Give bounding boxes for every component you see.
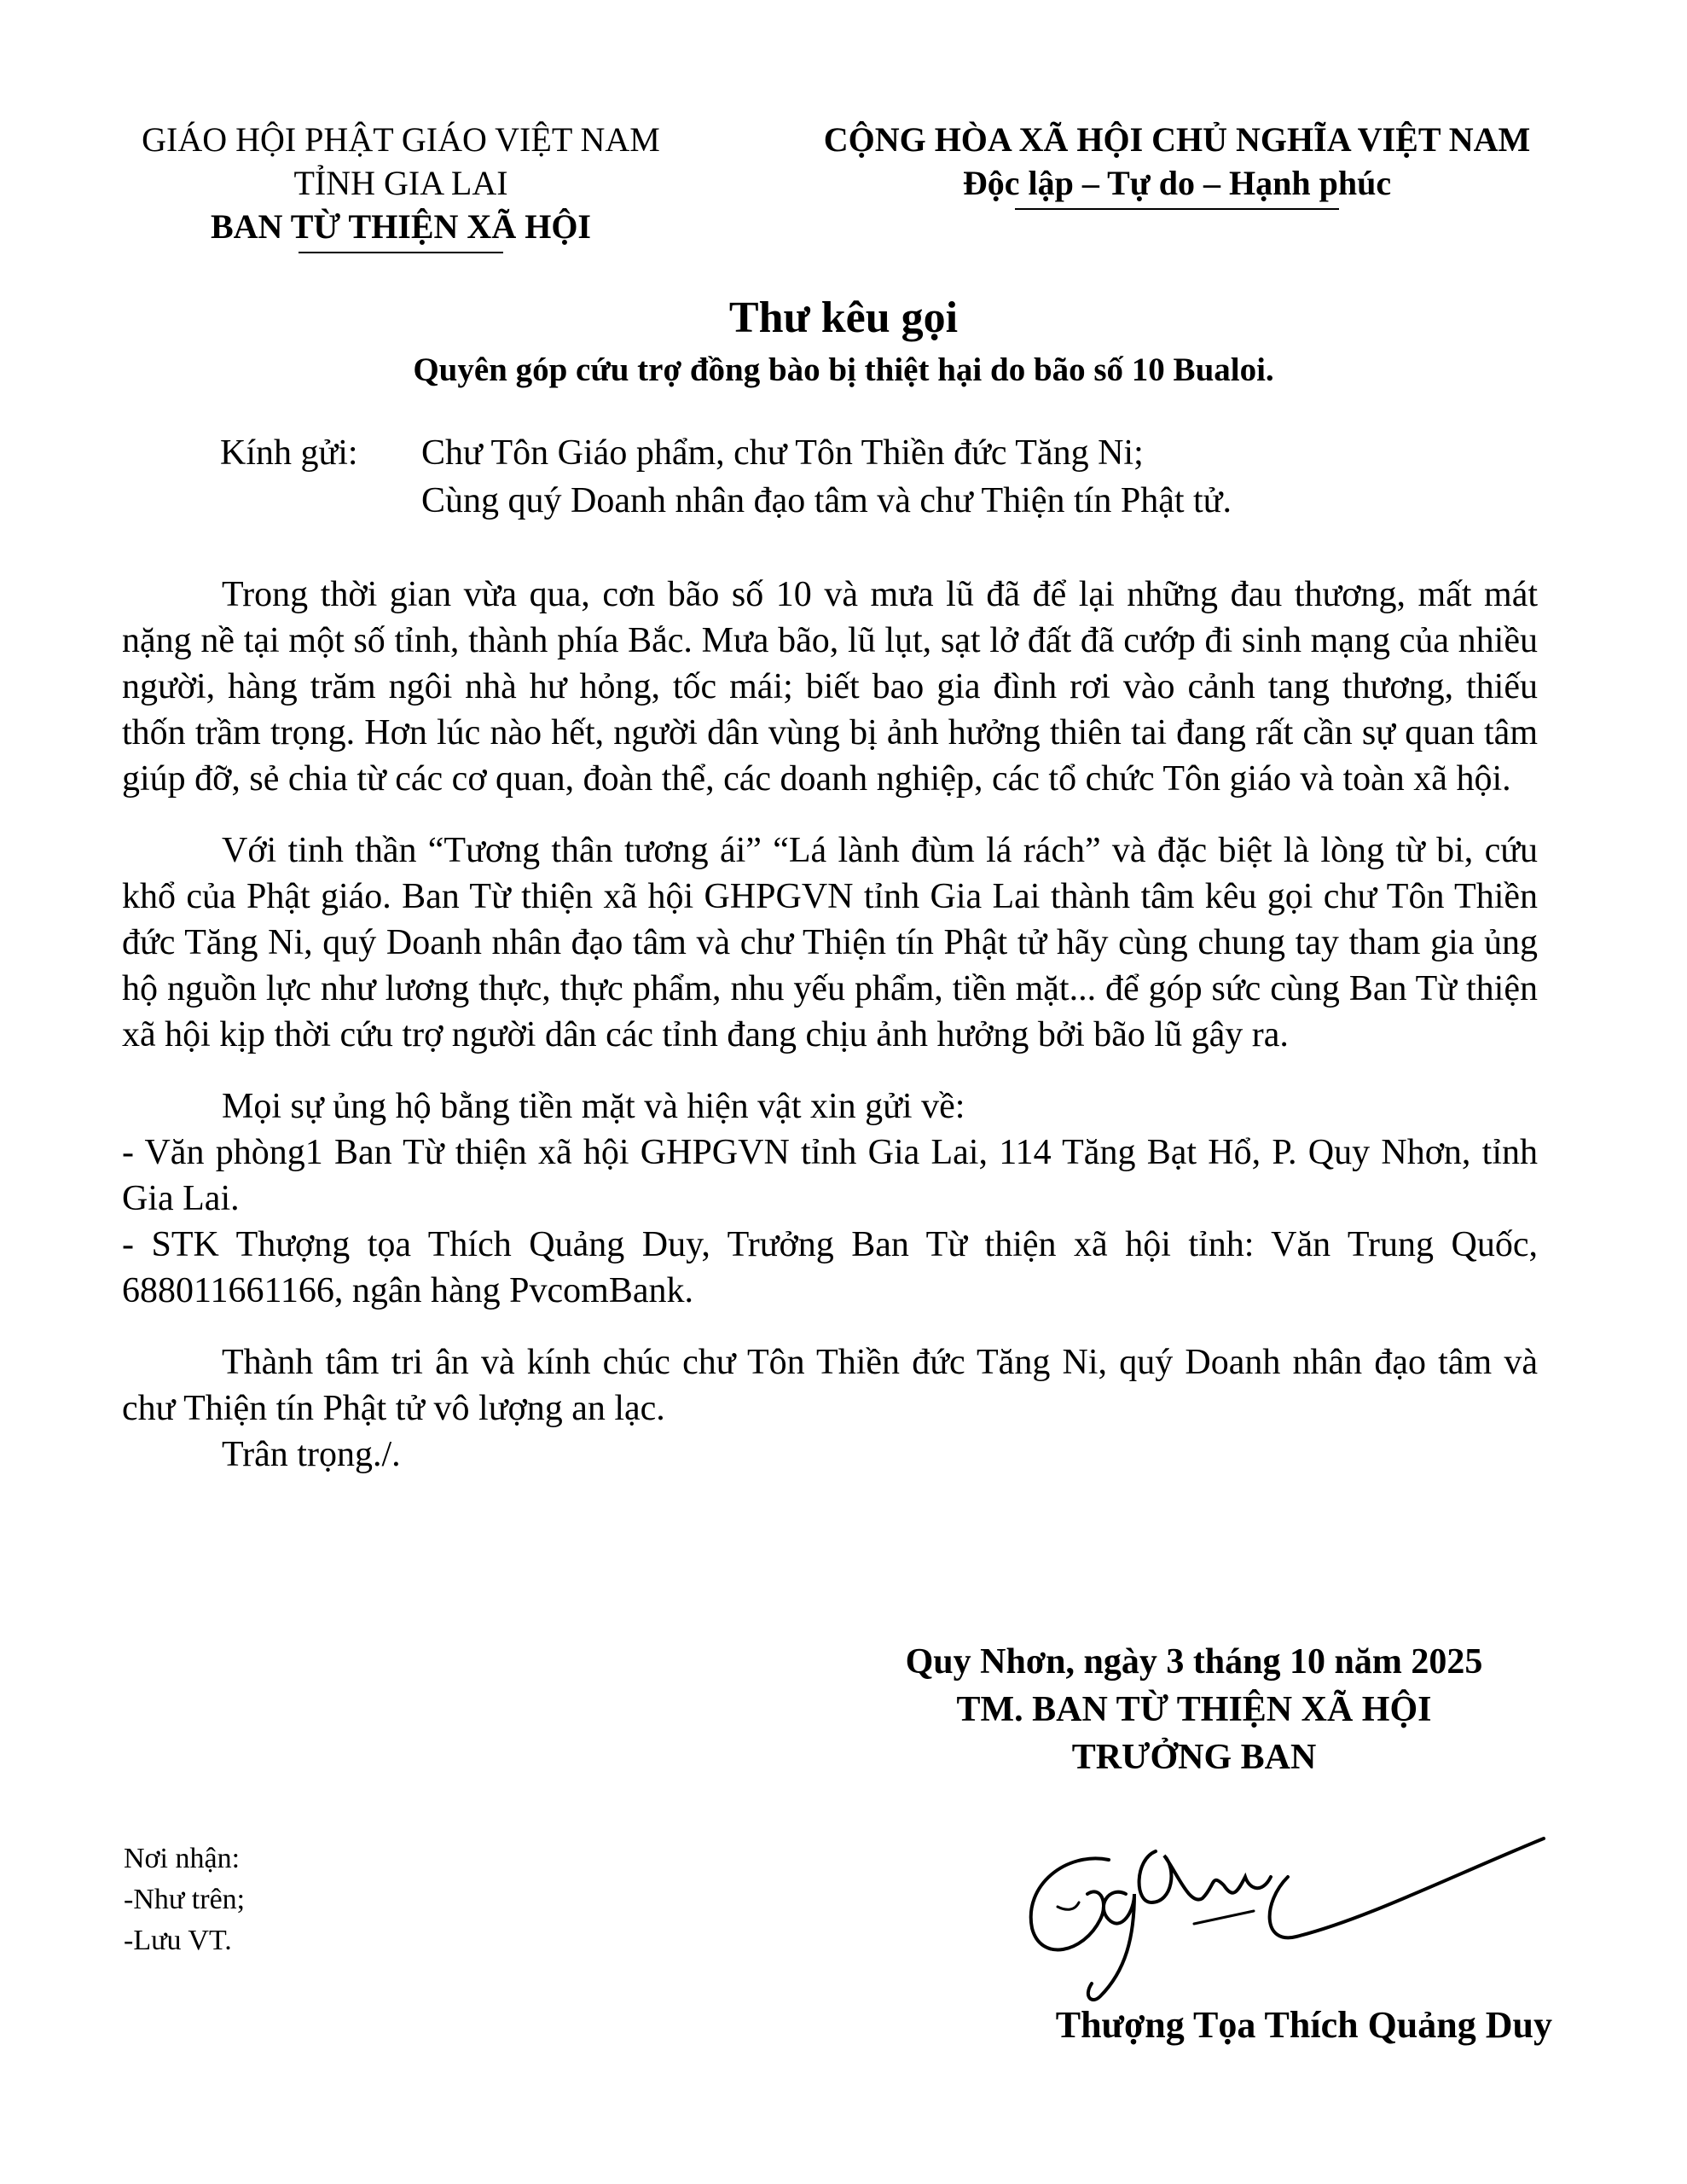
closing-line: Trân trọng./. (222, 1435, 401, 1474)
signer-name: Thượng Tọa Thích Quảng Duy (1055, 2004, 1552, 2046)
donation-item-2: - STK Thượng tọa Thích Quảng Duy, Trưởng Ban Từ thiện xã hội tỉnh: Văn Trung Quốc, 688011661166, ngân hàng PvcomBank. (122, 1225, 1538, 1310)
signature-heading-block (836, 1638, 1552, 1781)
donation-item-1: - Văn phòng1 Ban Từ thiện xã hội GHPGVN tỉnh Gia Lai, 114 Tăng Bạt Hổ, P. Quy Nhơn, tỉnh Gia Lai. (122, 1133, 1538, 1218)
body-paragraph-1: Trong thời gian vừa qua, cơn bão số 10 và mưa lũ đã để lại những đau thương, mất mát nặng nề tại một số tỉnh, thành phía Bắc. Mưa bão, lũ lụt, sạt lở đất đã cướp đi sinh mạng của nhiều người, hàng trăm ngôi nhà hư hỏng, tốc mái; biết bao gia đình rơi vào cảnh tang thương, thiếu thốn trầm trọng. Hơn lúc nào hết, người dân vùng bị ảnh hưởng thiên tai đang rất cần sự quan tâm giúp đỡ, sẻ chia từ các cơ quan, đoàn thể, các doanh nghiệp, các tổ chức Tôn giáo và toàn xã hội. (122, 575, 1538, 799)
handwritten-signature (1006, 1826, 1552, 2013)
org-unit-name: BAN TỪ THIỆN XÃ HỘI (210, 207, 591, 246)
org-province: TỈNH GIA LAI (293, 164, 508, 202)
signer-position: TRƯỞNG BAN (1071, 1738, 1317, 1777)
body-paragraph-2: Với tinh thần “Tương thân tương ái” “Lá lành đùm lá rách” và đặc biệt là lòng từ bi, cứu khổ của Phật giáo. Ban Từ thiện xã hội GHPGVN tỉnh Gia Lai thành tâm kêu gọi chư Tôn Thiền đức Tăng Ni, quý Doanh nhân đạo tâm và chư Thiện tín Phật tử hãy cùng chung tay tham gia ủng hộ nguồn lực như lương thực, thực phẩm, nhu yếu phẩm, tiền mặt... để góp sức cùng Ban Từ thiện xã hội kịp thời cứu trợ người dân các tỉnh đang chịu ảnh hưởng bởi bão lũ gây ra. (122, 831, 1538, 1054)
body-paragraph-4: Thành tâm tri ân và kính chúc chư Tôn Thiền đức Tăng Ni, quý Doanh nhân đạo tâm và chư Thiện tín Phật tử vô lượng an lạc. (122, 1343, 1538, 1428)
recipients-line-1: Chư Tôn Giáo phẩm, chư Tôn Thiền đức Tăng Ni; (421, 433, 1144, 473)
motto-underline (1015, 208, 1339, 210)
distribution-label: Nơi nhận: (124, 1843, 241, 1874)
national-motto: Độc lập – Tự do – Hạnh phúc (962, 164, 1392, 202)
title-block (0, 290, 1687, 392)
nation-name: CỘNG HÒA XÃ HỘI CHỦ NGHĨA VIỆT NAM (823, 120, 1531, 159)
org-top-name: GIÁO HỘI PHẬT GIÁO VIỆT NAM (142, 120, 660, 159)
distribution-item-2: -Lưu VT. (124, 1925, 232, 1956)
recipients-block (220, 429, 1232, 525)
body-paragraph-3: Mọi sự ủng hộ bằng tiền mặt và hiện vật xin gửi về: (222, 1087, 965, 1126)
distribution-item-1: -Như trên; (124, 1884, 246, 1915)
recipients-label: Kính gửi: (220, 433, 358, 473)
national-header-block (751, 118, 1603, 210)
document-subtitle: Quyên góp cứu trợ đồng bào bị thiệt hại do bão số 10 Bualoi. (413, 351, 1274, 388)
document-title: Thư kêu gọi (728, 293, 959, 342)
on-behalf-of: TM. BAN TỪ THIỆN XÃ HỘI (956, 1690, 1432, 1729)
issuing-organization-block (102, 118, 699, 253)
org-underline (299, 252, 503, 253)
place-and-date: Quy Nhơn, ngày 3 tháng 10 năm 2025 (905, 1642, 1483, 1682)
recipients-line-2: Cùng quý Doanh nhân đạo tâm và chư Thiện tín Phật tử. (421, 481, 1232, 520)
letter-body (122, 572, 1538, 1478)
distribution-list (124, 1838, 245, 1961)
